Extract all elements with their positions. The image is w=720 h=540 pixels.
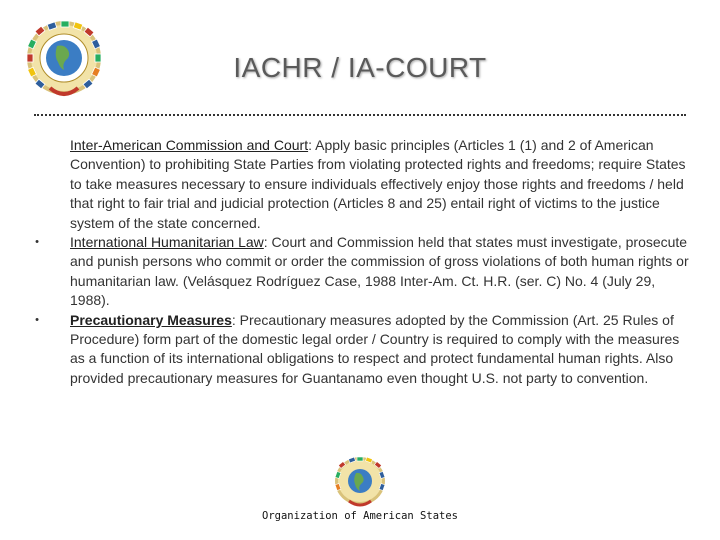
bullet-term: Inter-American Commission and Court — [70, 137, 309, 153]
bullet-term: International Humanitarian Law — [70, 234, 264, 251]
organization-name: Organization of American States — [262, 510, 458, 522]
bullet-list — [30, 136, 690, 388]
bullet-text: Precautionary measures adopted by the Commission (Art. 25 Rules of Procedure) form part of the domestic legal order / Country is required to comply with the measures as a function of its international obligations to respect and protect fundamental human rights. Also provided precautionary measures for Guantanamo even thought U.S. not party to convention. — [70, 311, 680, 386]
bullet-separator: : — [231, 311, 236, 328]
bullet-icon: • — [35, 236, 39, 249]
list-item — [30, 136, 690, 233]
title-divider — [34, 114, 686, 116]
bullet-icon: • — [35, 313, 39, 326]
bullet-separator: : — [263, 234, 268, 251]
bullet-text: Apply basic principles (Articles 1 (1) and 2 of American Convention) to prohibiting State Parties from violating protected rights and freedoms; require States to take measures necessary to ensure individuals effectively enjoy those rights and freedoms / held that right to fair trial and judicial protection (Articles 8 and 25) entail right of victims to the justice system of the state concerned. — [70, 137, 686, 231]
list-item — [30, 233, 690, 311]
bullet-term: Precautionary Measures — [70, 311, 232, 328]
bullet-separator: : — [308, 137, 312, 153]
oas-seal-icon — [331, 455, 389, 511]
list-item — [30, 311, 690, 389]
bullet-text: Court and Commission held that states must investigate, prosecute and punish persons who commit or order the commission of gross violations of both human rights or humanitarian law. (Velásquez Rodríguez Case, 1988 Inter-Am. Ct. H.R. (ser. C) No. 4 (July 29, 1988). — [70, 234, 689, 309]
page-title: IACHR / IA-COURT — [233, 52, 487, 83]
